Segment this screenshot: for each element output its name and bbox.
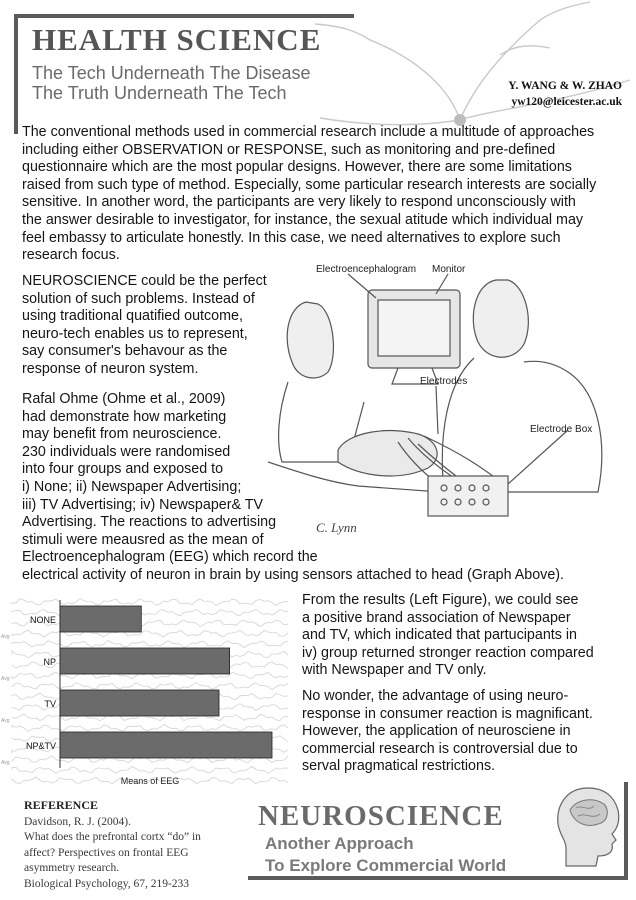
text-line: into four groups and exposed to [22, 461, 224, 478]
text-line: iv) group returned stronger reaction compared [302, 644, 594, 661]
author-names: Y. WANG & W. ZHAO [508, 80, 622, 92]
text-line: neuro-tech enables us to represent, [22, 325, 248, 342]
eeg-means-bar-chart [0, 596, 292, 796]
text-line: had demonstrate how marketing [22, 408, 227, 425]
bar-np [60, 648, 230, 674]
bar-tv [60, 690, 219, 716]
label-electrodes: Electrodes [420, 376, 468, 387]
category-label: TV [44, 699, 56, 709]
text-line: questionnaire which are the most popular designs. However, there are some limitations [22, 159, 572, 176]
text-line: including either OBSERVATION or RESPONSE, such as monitoring and pre-defined [22, 141, 556, 158]
bar-np-tv [60, 732, 272, 758]
eeg-trace-line [12, 630, 288, 637]
footer-title: NEUROSCIENCE [258, 800, 504, 832]
reference-line: What does the prefrontal cortx “do” in [24, 831, 201, 843]
neuron-background-illustration [300, 0, 636, 140]
reference-heading: REFERENCE [24, 798, 99, 812]
text-line: may benefit from neuroscience. [22, 426, 222, 443]
text-line: 230 individuals were randomised [22, 443, 231, 460]
text-line: feel embassy to articulate honestly. In this case, we need alternatives to explore such [22, 229, 561, 246]
text-line: iii) TV Advertising; iv) Newspaper& TV [22, 496, 264, 513]
bar-none [60, 606, 141, 632]
text-line: research focus. [22, 247, 120, 264]
eeg-trace-line [12, 683, 288, 690]
text-line: serval pragmatical restrictions. [302, 758, 496, 775]
text-line: The conventional methods used in commercial research include a multitude of approaches [22, 124, 595, 140]
text-line: say consumer's behavour as the [22, 343, 228, 360]
eeg-trace-line [12, 641, 288, 648]
reference-line: affect? Perspectives on frontal EEG [24, 846, 189, 859]
text-line: Advertising. The reactions to advertising [22, 514, 277, 531]
footer-subtitle-line-1: Another Approach [265, 834, 414, 853]
text-line: response of neuron system. [22, 360, 199, 377]
category-label: NP [43, 657, 56, 667]
subtitle-line-1: The Tech Underneath The Disease [32, 63, 311, 83]
text-line: electrical activity of neuron in brain by using sensors attached to head (Graph Above). [22, 566, 564, 583]
artist-signature: C. Lynn [316, 520, 357, 535]
author-block [508, 78, 622, 110]
text-line: No wonder, the advantage of using neuro- [302, 688, 569, 704]
text-line: commercial research is controversial due to [302, 740, 578, 757]
results-paragraph-2 [302, 688, 632, 776]
trace-label: Avg [1, 760, 10, 766]
footer-subtitle-line-2: To Explore Commercial World [265, 856, 507, 875]
text-line: raised from such type of method. Especially, some particular research interests are socially [22, 176, 597, 193]
text-line: response in consumer reaction is magnificant. [302, 705, 593, 722]
text-line: sensitive. In another word, the participants are very likely to respond unconsciously with [22, 194, 576, 211]
trace-label: Avg [1, 676, 10, 682]
text-line: with Newspaper and TV only. [302, 662, 487, 679]
author-email: yw120@leicester.ac.uk [511, 96, 622, 108]
reference-line: Biological Psychology, 67, 219-233 [24, 877, 190, 890]
trace-label: Avg [1, 634, 10, 640]
intro-paragraph [22, 124, 630, 265]
label-electroencephalogram: Electroencephalogram [316, 264, 417, 275]
subtitle-line-2: The Truth Underneath The Tech [32, 83, 287, 103]
text-line: and TV, which indicated that partucipants in [302, 627, 577, 644]
results-paragraph-1 [302, 592, 632, 680]
trace-label: Avg [1, 718, 10, 724]
category-label: NONE [29, 615, 56, 625]
x-axis-label: Means of EEG [120, 776, 180, 786]
text-line: NEUROSCIENCE could be the perfect [22, 273, 267, 289]
eeg-illustration [268, 262, 634, 540]
category-label: NP&TV [25, 741, 56, 751]
neuroscience-paragraph [22, 273, 284, 379]
reference-line: asymmetry research. [24, 862, 120, 874]
eeg-trace-line [12, 599, 288, 606]
text-line: Rafal Ohme (Ohme et al., 2009) [22, 391, 226, 407]
text-line: Electroencephalogram (EEG) which record the [22, 549, 318, 566]
brain-head-illustration [548, 782, 628, 874]
text-line: stimuli were meausred as the mean of [22, 531, 264, 548]
footer-rule [248, 876, 626, 880]
label-electrode-box: Electrode Box [530, 424, 593, 435]
label-monitor: Monitor [432, 264, 466, 275]
text-line: the answer desirable to investigator, for instance, the sexual atitude which individual may [22, 211, 584, 228]
text-line: From the results (Left Figure), we could see [302, 592, 579, 608]
text-line: a positive brand association of Newspaper [302, 609, 571, 626]
page-title: HEALTH SCIENCE [32, 22, 322, 57]
eeg-trace-line [12, 766, 288, 773]
reference-block [24, 798, 259, 892]
reference-line: Davidson, R. J. (2004). [24, 815, 132, 828]
text-line: solution of such problems. Instead of [22, 290, 255, 307]
eeg-trace-line [12, 724, 288, 731]
text-line: i) None; ii) Newspaper Advertising; [22, 478, 242, 495]
text-line: However, the application of neurosciene in [302, 723, 571, 740]
text-line: using traditional quatified outcome, [22, 308, 243, 325]
left-rule [14, 14, 18, 134]
